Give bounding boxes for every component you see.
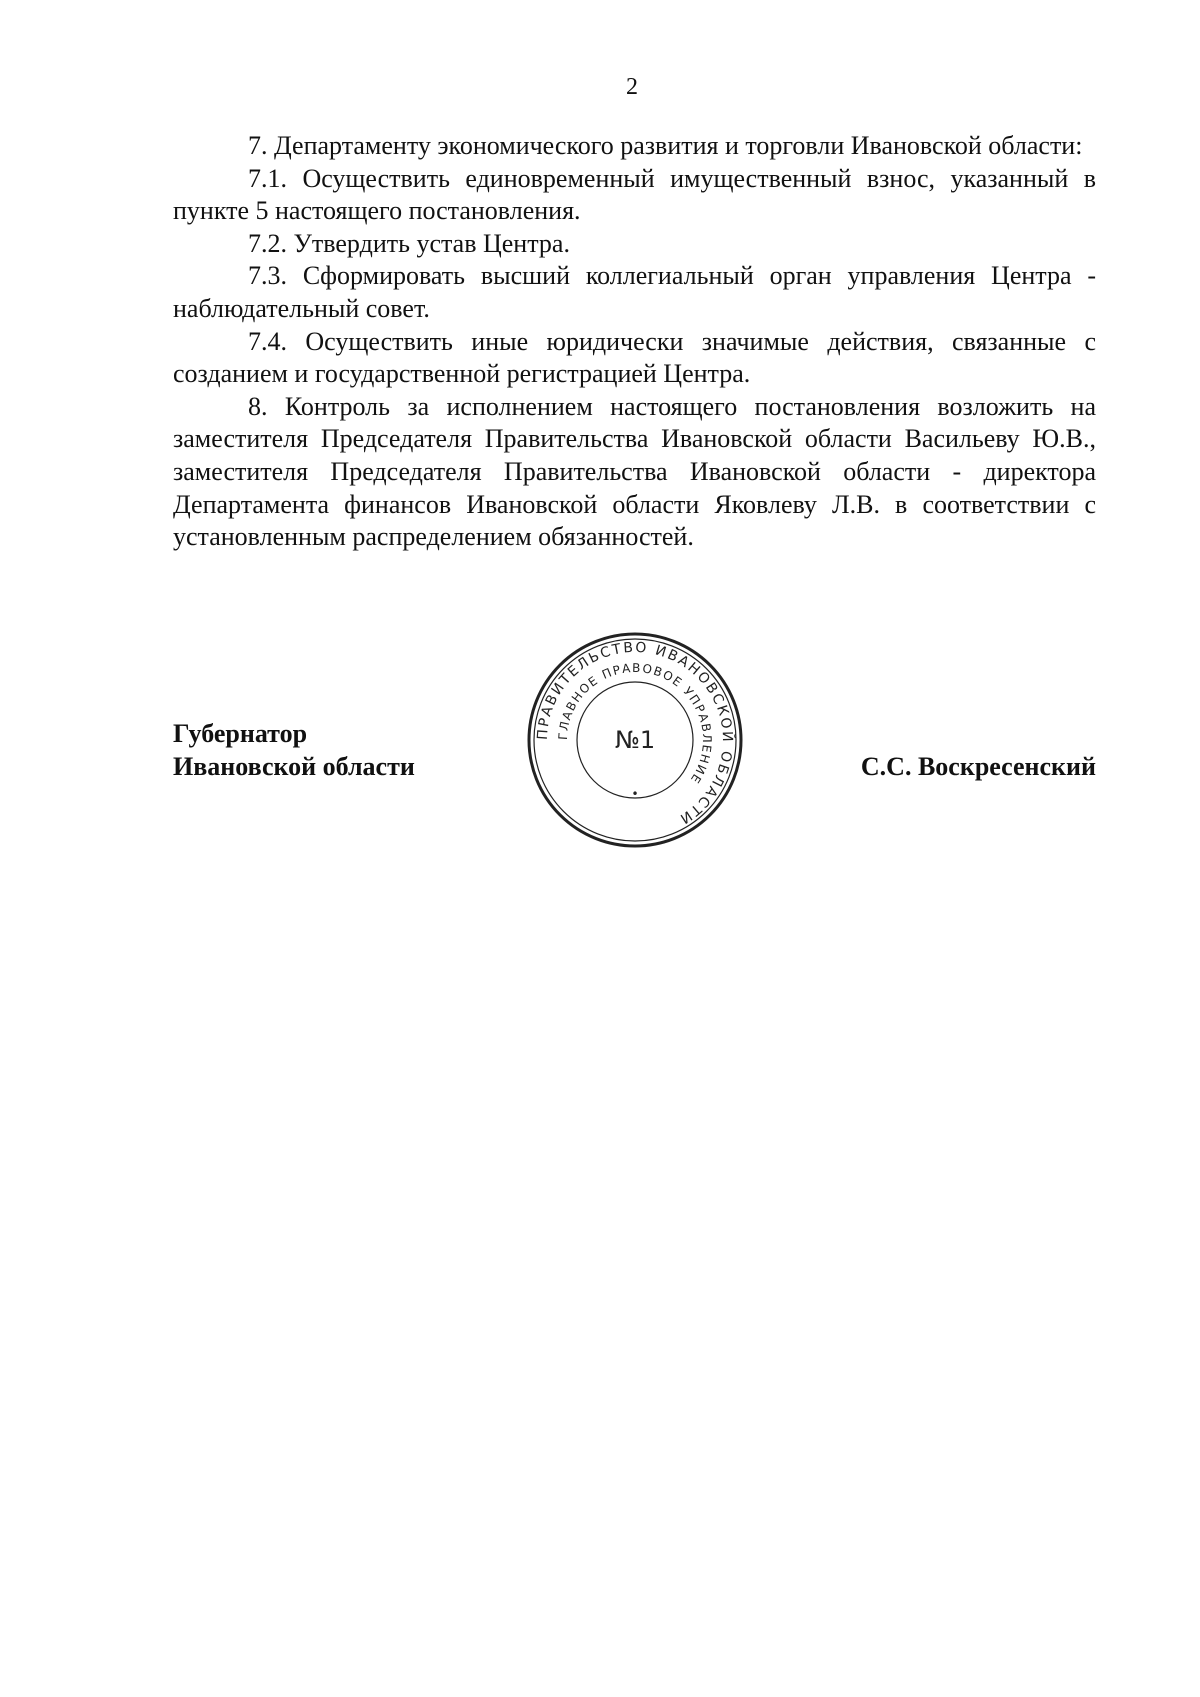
page-number: 2 (626, 74, 638, 100)
paragraph-7-2: 7.2. Утвердить устав Центра. (248, 228, 570, 258)
signatory-name: С.С. Воскресенский (860, 752, 1096, 781)
paragraph-7-4: 7.4. Осуществить иные юридически значимые действия, связанные с созданием и государственной регистрацией Центра. (173, 326, 1096, 389)
seal-graphic (525, 630, 745, 850)
paragraph-7-3: 7.3. Сформировать высший коллегиальный орган управления Центра - наблюдательный совет. (173, 261, 1096, 323)
paragraph-7: 7. Департаменту экономического развития и торговли Ивановской области: (248, 131, 1083, 160)
signatory-position-line2: Ивановской области (173, 752, 415, 781)
seal-dot-icon: • (631, 787, 639, 801)
document-body (173, 130, 1096, 554)
seal-inner-text: ГЛАВНОЕ ПРАВОВОЕ УПРАВЛЕНИЕ (555, 660, 715, 787)
paragraph-7-1: 7.1. Осуществить единовременный имущественный взнос, указанный в пункте 5 настоящего постановления. (173, 163, 1096, 226)
seal-number: №1 (614, 726, 656, 754)
paragraph-8: 8. Контроль за исполнением настоящего постановления возложить на заместителя Председателя Правительства Ивановской области Васильеву Ю.В., заместителя Председателя Правительства Ивановской области - директора Департамента финансов Ивановской области Яковлеву Л.В. в соответствии с установленным распределением обязанностей. (173, 391, 1096, 552)
official-seal-stamp (525, 630, 745, 850)
signatory-position-line1: Губернатор (173, 719, 308, 748)
seal-outer-text: ПРАВИТЕЛЬСТВО ИВАНОВСКОЙ ОБЛАСТИ (534, 639, 736, 828)
signatory-position (173, 717, 415, 783)
